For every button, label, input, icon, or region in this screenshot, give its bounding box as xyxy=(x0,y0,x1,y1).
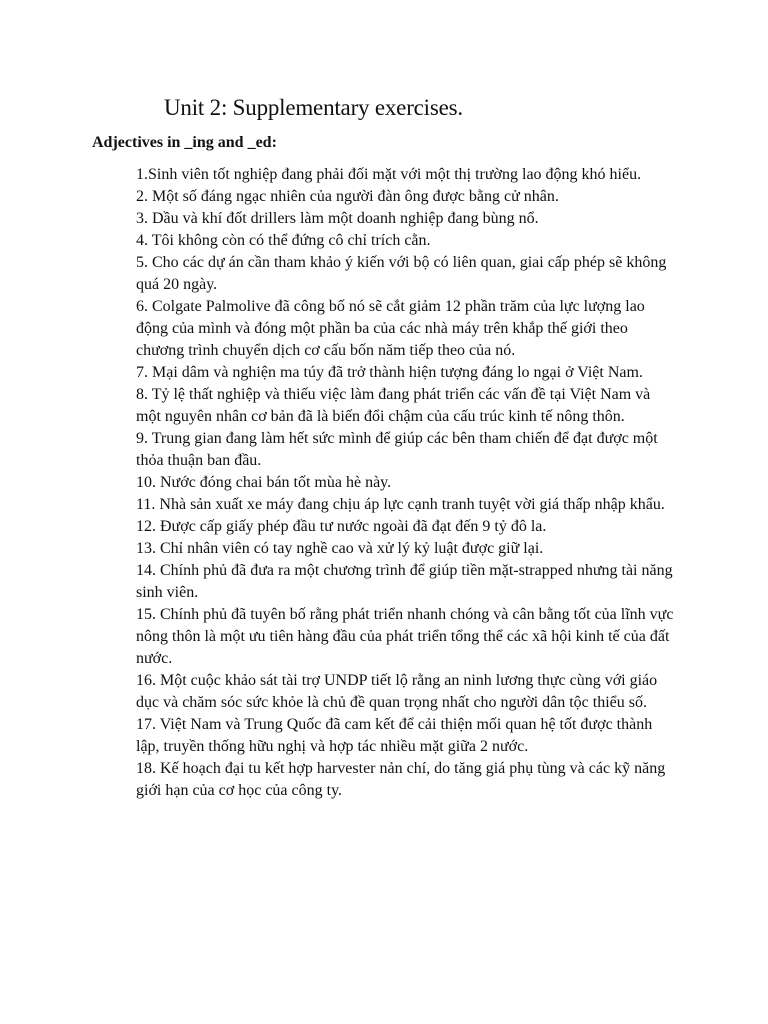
exercise-item-2: 2. Một số đáng ngạc nhiên của người đàn ông được bằng cử nhân. xyxy=(136,188,559,205)
exercise-item-18: 18. Kế hoạch đại tu kết hợp harvester nản chí, do tăng giá phụ tùng và các kỹ năng giới hạn của cơ học của công ty. xyxy=(136,760,666,799)
exercise-item-5: 5. Cho các dự án cần tham khảo ý kiến với bộ có liên quan, giai cấp phép sẽ không quá 20 ngày. xyxy=(136,254,667,293)
exercise-item-6: 6. Colgate Palmolive đã công bố nó sẽ cắt giảm 12 phần trăm của lực lượng lao động của mình và đóng một phần ba của các nhà máy trên khắp thế giới theo chương trình chuyển dịch cơ cấu bốn năm tiếp theo của nó. xyxy=(136,298,645,359)
exercise-item-8: 8. Tỷ lệ thất nghiệp và thiếu việc làm đang phát triển các vấn đề tại Việt Nam và một nguyên nhân cơ bản đã là biến đổi chậm của cấu trúc kinh tế nông thôn. xyxy=(136,386,651,425)
exercise-item-4: 4. Tôi không còn có thể đứng cô chỉ trích cằn. xyxy=(136,232,431,249)
exercise-item-12: 12. Được cấp giấy phép đầu tư nước ngoài đã đạt đến 9 tỷ đô la. xyxy=(136,518,547,535)
exercise-list xyxy=(136,164,676,802)
exercise-item-9: 9. Trung gian đang làm hết sức mình để giúp các bên tham chiến để đạt được một thỏa thuận ban đầu. xyxy=(136,430,658,469)
exercise-item-16: 16. Một cuộc khảo sát tài trợ UNDP tiết lộ rằng an ninh lương thực cùng với giáo dục và chăm sóc sức khỏe là chủ đề quan trọng nhất cho người dân tộc thiểu số. xyxy=(136,672,658,711)
exercise-item-15: 15. Chính phủ đã tuyên bố rằng phát triển nhanh chóng và cân bằng tốt của lĩnh vực nông thôn là một ưu tiên hàng đầu của phát triển tổng thể các xã hội kinh tế của đất nước. xyxy=(136,606,674,667)
exercise-item-17: 17. Việt Nam và Trung Quốc đã cam kết để cải thiện mối quan hệ tốt được thành lập, truyền thống hữu nghị và hợp tác nhiều mặt giữa 2 nước. xyxy=(136,716,653,755)
exercise-item-1: 1.Sinh viên tốt nghiệp đang phải đối mặt với một thị trường lao động khó hiểu. xyxy=(136,166,642,183)
page-title: Unit 2: Supplementary exercises. xyxy=(164,95,463,120)
exercise-item-14: 14. Chính phủ đã đưa ra một chương trình để giúp tiền mặt-strapped nhưng tài năng sinh viên. xyxy=(136,562,673,601)
exercise-item-11: 11. Nhà sản xuất xe máy đang chịu áp lực cạnh tranh tuyệt vời giá thấp nhập khẩu. xyxy=(136,496,665,513)
section-heading: Adjectives in _ing and _ed: xyxy=(92,134,277,151)
exercise-item-13: 13. Chỉ nhân viên có tay nghề cao và xử lý kỷ luật được giữ lại. xyxy=(136,540,544,557)
exercise-item-7: 7. Mại dâm và nghiện ma túy đã trở thành hiện tượng đáng lo ngại ở Việt Nam. xyxy=(136,364,643,381)
exercise-item-10: 10. Nước đóng chai bán tốt mùa hè này. xyxy=(136,474,392,491)
exercise-item-3: 3. Dầu và khí đốt drillers làm một doanh nghiệp đang bùng nổ. xyxy=(136,210,539,227)
